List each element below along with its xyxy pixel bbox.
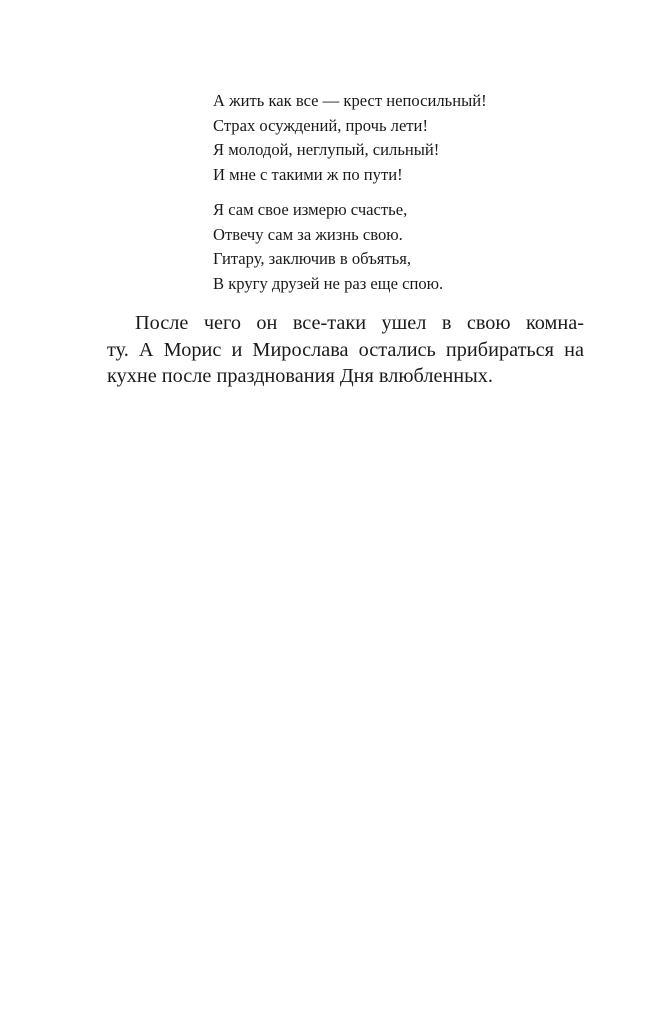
verse-line: Я молодой, неглупый, сильный! [213,140,440,160]
poem-stanza-1 [213,89,487,187]
prose-paragraph [107,310,584,390]
verse-line: Гитару, заключив в объятья, [213,249,412,269]
verse-line: Отвечу сам за жизнь свою. [213,224,403,244]
verse-line: А жить как все — крест непосильный! [213,91,487,110]
prose-line: ту. А Морис и Мирослава остались прибираться на [107,338,584,361]
prose-line: После чего он все-таки ушел в свою комна- [135,312,584,334]
poem-stanza-2 [213,198,443,296]
verse-line: Я сам свое измерю счастье, [213,200,408,219]
verse-line: В кругу друзей не раз еще спою. [213,273,444,293]
verse-line: Страх осуждений, прочь лети! [213,115,428,135]
prose-line: кухне после празднования Дня влюбленных. [107,365,493,388]
verse-line: И мне с такими ж по пути! [213,164,403,184]
